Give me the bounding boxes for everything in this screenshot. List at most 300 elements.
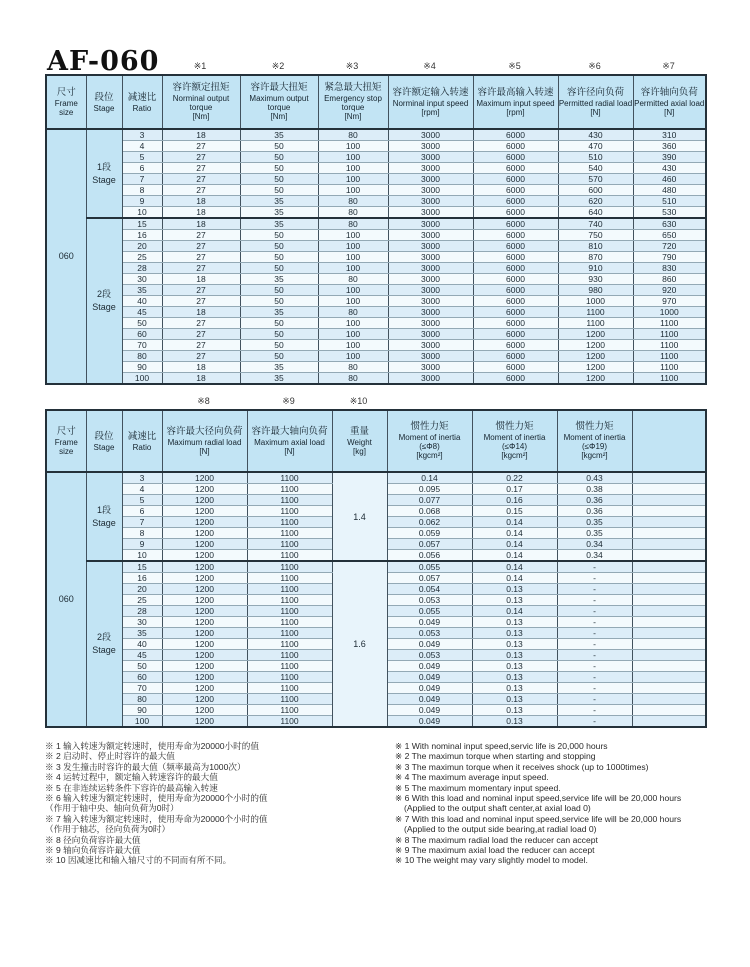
header-zh: 段位 (94, 430, 114, 442)
header-zh: 重量 (349, 425, 369, 437)
value-cell: 720 (633, 241, 706, 252)
value-cell: 3000 (388, 373, 473, 385)
value-cell: 0.055 (387, 606, 472, 617)
value-cell: 1200 (558, 373, 633, 385)
value-cell: - (557, 617, 632, 628)
stage-cell (86, 129, 122, 218)
value-cell: 1200 (162, 573, 247, 584)
table-row (46, 340, 706, 351)
value-cell: 1200 (162, 683, 247, 694)
value-cell: 570 (558, 174, 633, 185)
value-cell: 100 (318, 185, 388, 196)
value-cell: 1100 (247, 606, 332, 617)
footnote-marker: ※10 (349, 396, 368, 406)
header-unit: [kgcm²] (416, 451, 443, 460)
header-sub: (≤Φ14) (502, 442, 527, 451)
empty-cell (632, 539, 706, 550)
value-cell: 3000 (388, 340, 473, 351)
value-cell: 50 (240, 185, 318, 196)
header-en: Moment of inertia (483, 433, 546, 442)
empty-cell (632, 517, 706, 528)
header-unit: [kg] (353, 446, 366, 456)
value-cell: 0.049 (387, 705, 472, 716)
value-cell: 1100 (247, 550, 332, 562)
value-cell: 50 (240, 174, 318, 185)
value-cell: 0.053 (387, 650, 472, 661)
ratio-cell: 8 (122, 185, 162, 196)
footnote-line: ※ 6 输入转速为额定转速时，使用寿命为20000个小时的值 (45, 793, 268, 804)
value-cell: 3000 (388, 230, 473, 241)
value-cell: 1100 (633, 329, 706, 340)
value-cell: 0.13 (472, 672, 557, 683)
value-cell: 1200 (162, 694, 247, 705)
value-cell: 6000 (473, 152, 558, 163)
value-cell: 0.13 (472, 628, 557, 639)
value-cell: 1200 (162, 639, 247, 650)
footnote-line: ※ 6 With this load and nominal input speed,service life will be 20,000 hours (395, 793, 682, 804)
value-cell: 3000 (388, 307, 473, 318)
value-cell: 3000 (388, 329, 473, 340)
value-cell: 6000 (473, 263, 558, 274)
value-cell: - (557, 694, 632, 705)
value-cell: 3000 (388, 362, 473, 373)
header-en: Maximum input speed (476, 98, 555, 108)
header-cell (632, 410, 706, 472)
footnote-marker: ※6 (588, 61, 601, 71)
value-cell: 27 (162, 174, 240, 185)
table-row (46, 472, 706, 484)
ratio-cell: 28 (122, 606, 162, 617)
value-cell: 6000 (473, 218, 558, 230)
footnote-line: ※ 7 With this load and nominal input speed,service life will be 20,000 hours (395, 813, 682, 824)
title-line (45, 40, 705, 77)
footnote-line: （作用于轴中央、轴向负荷为0时） (45, 803, 179, 814)
header-zh: 惯性力矩 (410, 421, 449, 432)
header-cell (318, 75, 388, 129)
value-cell: 0.13 (472, 650, 557, 661)
footnote-line: (Applied to the output side bearing,at radial load 0) (404, 824, 597, 835)
footnote-marker: ※8 (197, 396, 210, 406)
footnote-marker-row-2 (45, 396, 705, 407)
header-zh: 惯性力矩 (575, 421, 614, 432)
ratio-cell: 7 (122, 517, 162, 528)
header-en: Ratio (132, 103, 152, 113)
value-cell: 1200 (162, 472, 247, 484)
ratio-cell: 70 (122, 340, 162, 351)
value-cell: 1200 (162, 506, 247, 517)
ratio-cell: 45 (122, 650, 162, 661)
header-zh: 容许额定扭矩 (172, 82, 230, 93)
stage-label-zh: 1段 (96, 161, 111, 172)
value-cell: 6000 (473, 129, 558, 141)
header-sub: (≤Φ19) (582, 442, 607, 451)
value-cell: 0.049 (387, 694, 472, 705)
table-header-row (46, 410, 706, 472)
header-en: Stage (93, 103, 115, 113)
ratio-cell: 90 (122, 705, 162, 716)
ratio-cell: 16 (122, 230, 162, 241)
header-en: Norminal input speed (392, 98, 469, 108)
value-cell: 3000 (388, 196, 473, 207)
table-row (46, 252, 706, 263)
table-row (46, 241, 706, 252)
ratio-cell: 35 (122, 628, 162, 639)
value-cell: 35 (240, 207, 318, 219)
header-zh: 容许最高输入转速 (477, 86, 554, 98)
value-cell: 600 (558, 185, 633, 196)
value-cell: 1200 (558, 362, 633, 373)
value-cell: 50 (240, 152, 318, 163)
value-cell: - (557, 561, 632, 573)
header-cell (247, 410, 332, 472)
value-cell: 0.14 (387, 472, 472, 484)
value-cell: 100 (318, 296, 388, 307)
ratio-cell: 8 (122, 528, 162, 539)
footnote-line: ※ 10 The weight may vary slightly model to model. (395, 855, 588, 866)
header-unit: [N] (284, 446, 295, 456)
header-en: Weight (347, 437, 372, 447)
header-unit: [Nm] (344, 112, 362, 121)
ratio-cell: 90 (122, 362, 162, 373)
value-cell: 0.049 (387, 661, 472, 672)
value-cell: 27 (162, 230, 240, 241)
table-row (46, 152, 706, 163)
value-cell: 3000 (388, 163, 473, 174)
value-cell: 0.059 (387, 528, 472, 539)
value-cell: 100 (318, 318, 388, 329)
marker-spacer (45, 396, 161, 407)
marker-spacer (45, 61, 161, 72)
value-cell: 1200 (162, 484, 247, 495)
value-cell: 0.13 (472, 584, 557, 595)
footnote-line: ※ 3 发生撞击时容许的最大值（频率最高为1000次） (45, 761, 246, 772)
value-cell: 1100 (247, 517, 332, 528)
header-cell (472, 410, 557, 472)
footnote-marker: ※4 (423, 61, 436, 71)
value-cell: 0.13 (472, 595, 557, 606)
value-cell: 50 (240, 263, 318, 274)
empty-cell (632, 584, 706, 595)
value-cell: 0.095 (387, 484, 472, 495)
value-cell: 100 (318, 263, 388, 274)
ratio-cell: 50 (122, 661, 162, 672)
value-cell: 6000 (473, 329, 558, 340)
value-cell: 1100 (247, 716, 332, 728)
value-cell: 3000 (388, 207, 473, 219)
value-cell: - (557, 672, 632, 683)
stage-cell (86, 561, 122, 727)
value-cell: - (557, 628, 632, 639)
value-cell: 6000 (473, 185, 558, 196)
value-cell: 35 (240, 129, 318, 141)
footnote-line: ※ 1 输入转速为额定转速时，使用寿命为20000小时的值 (45, 741, 259, 751)
value-cell: 50 (240, 141, 318, 152)
value-cell: 1100 (247, 595, 332, 606)
header-zh: 容许径向负荷 (566, 86, 624, 98)
footnotes (45, 741, 735, 866)
header-en: Moment of inertia (563, 433, 626, 442)
value-cell: 80 (318, 196, 388, 207)
value-cell: 310 (633, 129, 706, 141)
value-cell: 27 (162, 141, 240, 152)
value-cell: 1200 (162, 517, 247, 528)
table-header-row (46, 75, 706, 129)
value-cell: 920 (633, 285, 706, 296)
value-cell: 0.077 (387, 495, 472, 506)
header-zh: 尺寸 (56, 426, 76, 437)
empty-cell (632, 639, 706, 650)
value-cell: 6000 (473, 351, 558, 362)
value-cell: 3000 (388, 185, 473, 196)
footnote-line: ※ 4 运转过程中，额定输入转速容许的最大值 (45, 772, 218, 783)
header-cell (332, 410, 387, 472)
value-cell: 1100 (247, 472, 332, 484)
value-cell: 910 (558, 263, 633, 274)
table-row (46, 207, 706, 219)
value-cell: 3000 (388, 263, 473, 274)
value-cell: 0.049 (387, 639, 472, 650)
ratio-cell: 50 (122, 318, 162, 329)
value-cell: 27 (162, 163, 240, 174)
value-cell: 18 (162, 373, 240, 385)
value-cell: 430 (558, 129, 633, 141)
header-en: Emergency stop torque (324, 94, 382, 112)
empty-cell (632, 495, 706, 506)
value-cell: 0.055 (387, 561, 472, 573)
value-cell: 27 (162, 318, 240, 329)
value-cell: 0.35 (557, 528, 632, 539)
value-cell: 1100 (633, 340, 706, 351)
value-cell: 0.17 (472, 484, 557, 495)
value-cell: 510 (558, 152, 633, 163)
footnotes-english (395, 741, 735, 866)
value-cell: 100 (318, 141, 388, 152)
value-cell: 18 (162, 129, 240, 141)
value-cell: 1000 (633, 307, 706, 318)
value-cell: 6000 (473, 340, 558, 351)
header-en: Frame size (54, 99, 78, 117)
page-title: AF-060 (47, 46, 160, 77)
value-cell: 6000 (473, 141, 558, 152)
value-cell: 1200 (162, 550, 247, 562)
value-cell: 650 (633, 230, 706, 241)
value-cell: 790 (633, 252, 706, 263)
value-cell: 0.13 (472, 705, 557, 716)
value-cell: 50 (240, 340, 318, 351)
value-cell: 6000 (473, 163, 558, 174)
value-cell: 540 (558, 163, 633, 174)
table-row (46, 329, 706, 340)
value-cell: 970 (633, 296, 706, 307)
value-cell: 80 (318, 207, 388, 219)
value-cell: 100 (318, 329, 388, 340)
value-cell: 35 (240, 274, 318, 285)
value-cell: 18 (162, 218, 240, 230)
header-cell (473, 75, 558, 129)
empty-cell (632, 716, 706, 728)
header-unit: [rpm] (506, 107, 525, 117)
ratio-cell: 35 (122, 285, 162, 296)
value-cell: 6000 (473, 318, 558, 329)
header-cell (162, 75, 240, 129)
header-sub: (≤Φ8) (419, 442, 440, 451)
header-zh: 容许最大扭矩 (250, 82, 308, 93)
ratio-cell: 30 (122, 617, 162, 628)
empty-cell (632, 561, 706, 573)
value-cell: 3000 (388, 285, 473, 296)
value-cell: 6000 (473, 285, 558, 296)
footnote-marker: ※3 (345, 61, 359, 71)
footnote-line: ※ 2 启动时、停止时容许的最大值 (45, 751, 175, 762)
value-cell: 0.057 (387, 539, 472, 550)
value-cell: 3000 (388, 318, 473, 329)
value-cell: 1200 (558, 340, 633, 351)
spec-sheet (45, 40, 705, 866)
value-cell: - (557, 595, 632, 606)
footnote-line: ※ 2 The maximun torque when starting and stopping (395, 751, 596, 762)
ratio-cell: 40 (122, 639, 162, 650)
value-cell: - (557, 683, 632, 694)
header-cell-frame-size (46, 75, 86, 129)
empty-cell (632, 573, 706, 584)
value-cell: 0.13 (472, 694, 557, 705)
value-cell: - (557, 573, 632, 584)
value-cell: 0.049 (387, 716, 472, 728)
value-cell: 470 (558, 141, 633, 152)
value-cell: 0.14 (472, 517, 557, 528)
value-cell: 830 (633, 263, 706, 274)
value-cell: 18 (162, 196, 240, 207)
table-row (46, 318, 706, 329)
ratio-cell: 5 (122, 152, 162, 163)
value-cell: 27 (162, 241, 240, 252)
header-cell-ratio (122, 410, 162, 472)
footnote-marker: ※9 (282, 396, 295, 406)
value-cell: 80 (318, 129, 388, 141)
table-row (46, 362, 706, 373)
ratio-cell: 60 (122, 672, 162, 683)
header-cell (388, 75, 473, 129)
table-row (46, 185, 706, 196)
value-cell: 870 (558, 252, 633, 263)
value-cell: 1200 (162, 561, 247, 573)
header-en: Permitted axial load (634, 98, 705, 108)
value-cell: 100 (318, 285, 388, 296)
value-cell: 0.14 (472, 528, 557, 539)
value-cell: 0.049 (387, 683, 472, 694)
footnote-line: ※ 9 轴向负荷容许最大值 (45, 845, 141, 856)
value-cell: 620 (558, 196, 633, 207)
value-cell: 0.13 (472, 661, 557, 672)
value-cell: 27 (162, 296, 240, 307)
value-cell: 50 (240, 329, 318, 340)
ratio-cell: 40 (122, 296, 162, 307)
value-cell: 1000 (558, 296, 633, 307)
value-cell: 860 (633, 274, 706, 285)
value-cell: 6000 (473, 296, 558, 307)
value-cell: 1200 (162, 672, 247, 683)
header-cell (633, 75, 706, 129)
value-cell: 480 (633, 185, 706, 196)
value-cell: 1200 (162, 595, 247, 606)
value-cell: 0.056 (387, 550, 472, 562)
value-cell: 3000 (388, 296, 473, 307)
value-cell: 3000 (388, 141, 473, 152)
table-row (46, 285, 706, 296)
value-cell: 35 (240, 307, 318, 318)
footnote-line: ※ 5 The maximum momentary input speed. (395, 782, 561, 793)
value-cell: 530 (633, 207, 706, 219)
header-en: Stage (93, 442, 115, 452)
value-cell: 1100 (247, 573, 332, 584)
value-cell: 1100 (247, 584, 332, 595)
value-cell: 18 (162, 207, 240, 219)
value-cell: 640 (558, 207, 633, 219)
value-cell: 1200 (162, 661, 247, 672)
value-cell: 6000 (473, 230, 558, 241)
header-en: Ratio (132, 442, 152, 452)
header-cell-ratio (122, 75, 162, 129)
empty-cell (632, 672, 706, 683)
value-cell: 80 (318, 362, 388, 373)
value-cell: - (557, 606, 632, 617)
value-cell: 1100 (247, 639, 332, 650)
value-cell: 1100 (247, 705, 332, 716)
empty-cell (632, 528, 706, 539)
ratio-cell: 15 (122, 561, 162, 573)
header-zh: 减速比 (127, 430, 157, 442)
header-unit: [Nm] (192, 112, 210, 121)
empty-cell (632, 606, 706, 617)
ratio-cell: 80 (122, 694, 162, 705)
header-zh: 尺寸 (56, 87, 76, 98)
value-cell: 50 (240, 230, 318, 241)
value-cell: 80 (318, 274, 388, 285)
ratio-cell: 3 (122, 472, 162, 484)
value-cell: 3000 (388, 174, 473, 185)
ratio-cell: 5 (122, 495, 162, 506)
weight-cell: 1.6 (332, 561, 387, 727)
value-cell: 930 (558, 274, 633, 285)
value-cell: 80 (318, 373, 388, 385)
value-cell: 1100 (247, 628, 332, 639)
value-cell: 18 (162, 362, 240, 373)
value-cell: 1200 (162, 606, 247, 617)
value-cell: 0.049 (387, 672, 472, 683)
value-cell: 6000 (473, 362, 558, 373)
value-cell: 1100 (247, 617, 332, 628)
value-cell: 0.15 (472, 506, 557, 517)
footnote-marker: ※5 (508, 61, 521, 71)
ratio-cell: 7 (122, 174, 162, 185)
ratio-cell: 9 (122, 196, 162, 207)
stage-label-zh: 1段 (96, 504, 111, 515)
header-cell (162, 410, 247, 472)
value-cell: 50 (240, 296, 318, 307)
value-cell: 50 (240, 318, 318, 329)
value-cell: 100 (318, 252, 388, 263)
value-cell: 430 (633, 163, 706, 174)
value-cell: 35 (240, 196, 318, 207)
ratio-cell: 25 (122, 252, 162, 263)
table-row (46, 163, 706, 174)
value-cell: 50 (240, 241, 318, 252)
ratio-cell: 20 (122, 584, 162, 595)
value-cell: - (557, 661, 632, 672)
value-cell: 1200 (162, 539, 247, 550)
ratio-cell: 3 (122, 129, 162, 141)
table-row (46, 230, 706, 241)
